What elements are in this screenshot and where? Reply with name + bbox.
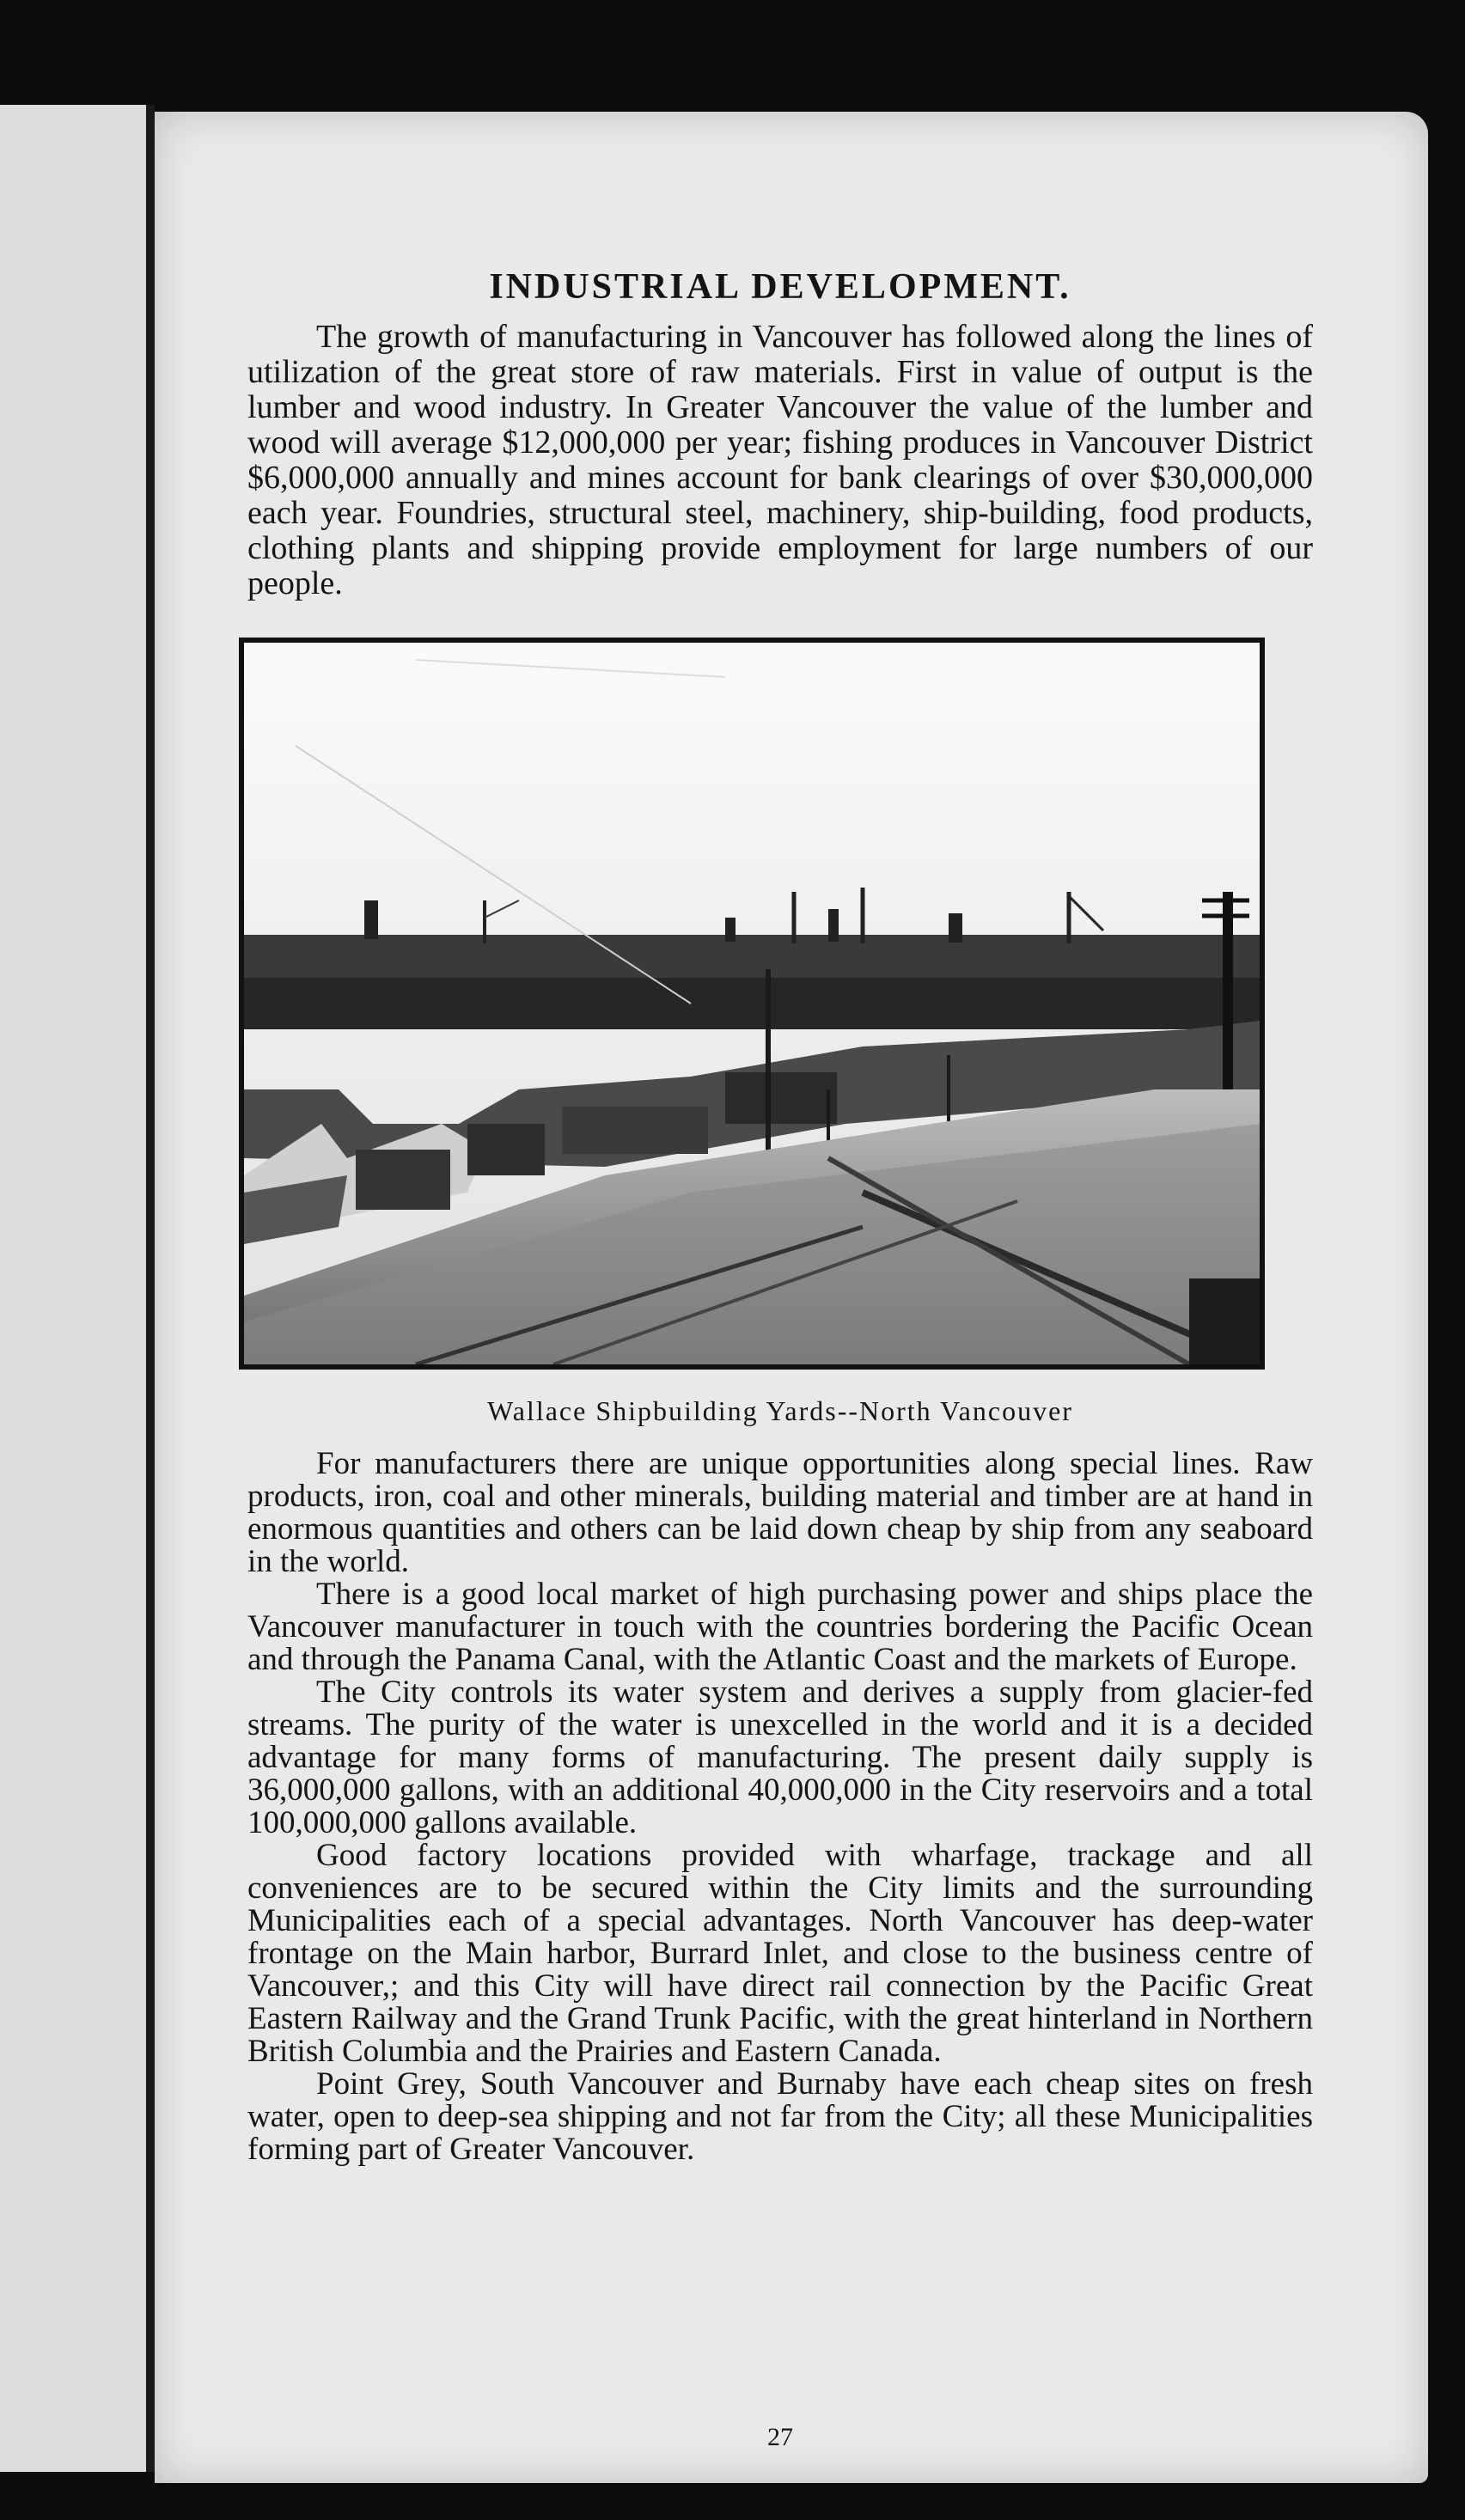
photo-caption: Wallace Shipbuilding Yards--North Vancouver	[487, 1395, 1073, 1426]
document-page	[155, 112, 1428, 2483]
paragraph-municipalities: Point Grey, South Vancouver and Burnaby have each cheap sites on fresh water, open to deep-sea shipping and not far from the City; all these Municipalities forming part of Greater Vancouver.	[247, 2066, 1313, 2167]
page-title: INDUSTRIAL DEVELOPMENT.	[489, 267, 1071, 307]
paragraph-water-supply: The City controls its water system and derives a supply from glacier-fed streams. The purity of the water is unexcelled in the world and it is a decided advantage for many forms of manufacturing. The present daily supply is 36,000,000 gallons, with an additional 40,000,000 in the City reservoirs and a total 100,000,000 gallons available.	[247, 1675, 1313, 1840]
page-number: 27	[767, 2423, 793, 2451]
shipyard-photo	[239, 638, 1265, 1370]
page-content	[247, 266, 1313, 2451]
facing-page-edge	[0, 105, 155, 2472]
shipyard-photo-illustration	[244, 643, 1260, 1364]
paragraph-local-market: There is a good local market of high purchasing power and ships place the Vancouver manufacturer in touch with the countries bordering the Pacific Ocean and through the Panama Canal, with the Atlantic Coast and the markets of Europe.	[247, 1577, 1313, 1677]
paragraph-factory-locations: Good factory locations provided with wharfage, trackage and all conveniences are to be secured within the City limits and the surrounding Municipalities each of a special advantages. North Vancouver has deep-water frontage on the Main harbor, Burrard Inlet, and close to the business centre of Vancouver,; and this City will have direct rail connection by the Pacific Great Eastern Railway and the Grand Trunk Pacific, with the great hinterland in Northern British Columbia and the Prairies and Eastern Canada.	[247, 1838, 1313, 2069]
intro-paragraph: The growth of manufacturing in Vancouver has followed along the lines of utilization of the great store of raw materials. First in value of output is the lumber and wood industry. In Greater Vancouver the value of the lumber and wood will average $12,000,000 per year; fishing produces in Vancouver District $6,000,000 annually and mines account for bank clearings of over $30,000,000 each year. Foundries, structural steel, machinery, ship-building, food products, clothing plants and shipping provide employment for large numbers of our people.	[247, 319, 1313, 601]
paragraph-opportunities: For manufacturers there are unique opportunities along special lines. Raw products, iron, coal and other minerals, building material and timber are at hand in enormous quantities and others can be laid down cheap by ship from any seaboard in the world.	[247, 1446, 1313, 1579]
body-text	[247, 1448, 1313, 2166]
